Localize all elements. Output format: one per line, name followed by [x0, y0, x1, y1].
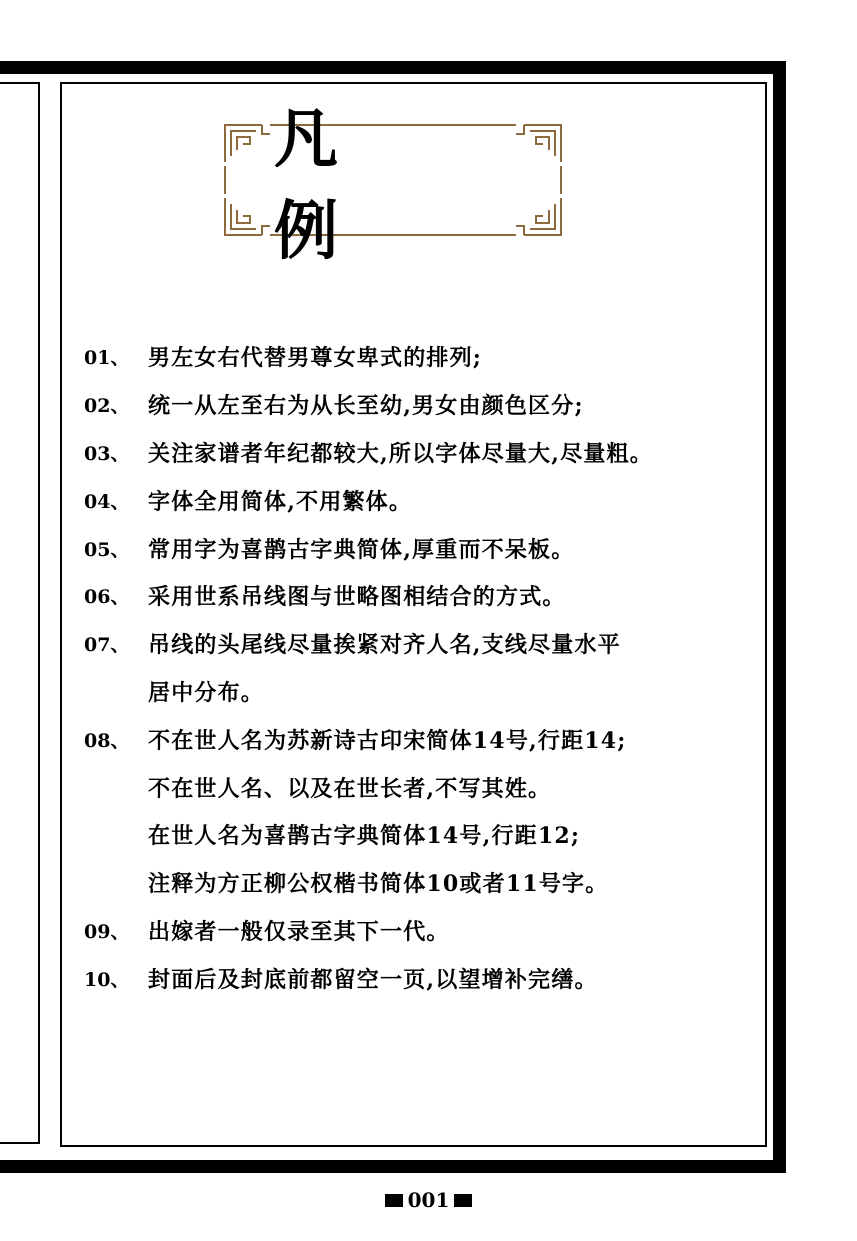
page-number: 001 [407, 1188, 450, 1212]
item-text: 不在世人名为苏新诗古印宋简体14号,行距14; [148, 727, 627, 754]
item-text: 注释为方正柳公权楷书简体10或者11号字。 [148, 871, 609, 898]
list-item [84, 572, 764, 620]
item-number: 05、 [84, 538, 130, 561]
item-text: 封面后及封底前都留空一页,以望增补完缮。 [148, 966, 598, 993]
list-item [84, 954, 764, 1002]
item-text: 在世人名为喜鹊古字典简体14号,行距12; [148, 823, 581, 850]
item-text: 统一从左至右为从长至幼,男女由颜色区分; [148, 393, 584, 420]
outer-frame-right [773, 61, 786, 1173]
item-text: 字体全用简体,不用繁体。 [148, 488, 413, 515]
list-item [84, 429, 764, 477]
left-panel-border [0, 82, 40, 1144]
item-number: 06、 [84, 586, 130, 609]
footer-square-left-icon [385, 1194, 403, 1207]
list-item-continuation [84, 859, 764, 907]
outer-frame-bottom [0, 1160, 786, 1173]
item-text: 吊线的头尾线尽量挨紧对齐人名,支线尽量水平 [148, 632, 621, 659]
item-text: 采用世系吊线图与世略图相结合的方式。 [148, 584, 566, 611]
outer-frame-top [0, 61, 786, 74]
list-item [84, 715, 764, 763]
rules-list [84, 333, 764, 1002]
title-cartouche [222, 102, 564, 269]
list-item [84, 476, 764, 524]
page-title: 凡 例 [274, 102, 390, 269]
list-item [84, 524, 764, 572]
item-text: 出嫁者一般仅录至其下一代。 [148, 918, 450, 945]
item-number: 07、 [84, 634, 130, 657]
item-number: 03、 [84, 442, 130, 465]
item-number: 08、 [84, 729, 130, 752]
item-number: 10、 [84, 968, 130, 991]
item-text: 男左女右代替男尊女卑式的排列; [148, 345, 483, 372]
list-item-continuation [84, 763, 764, 811]
item-text: 关注家谱者年纪都较大,所以字体尽量大,尽量粗。 [148, 440, 653, 467]
item-number: 04、 [84, 490, 130, 513]
list-item-continuation [84, 668, 764, 716]
item-number: 02、 [84, 395, 130, 418]
list-item-continuation [84, 811, 764, 859]
list-item [84, 620, 764, 668]
item-text: 常用字为喜鹊古字典简体,厚重而不呆板。 [148, 536, 575, 563]
list-item [84, 907, 764, 955]
page-footer [0, 1185, 857, 1215]
item-text: 不在世人名、以及在世长者,不写其姓。 [148, 775, 552, 802]
item-text: 居中分布。 [148, 679, 265, 706]
item-number: 09、 [84, 920, 130, 943]
item-number: 01、 [84, 347, 130, 370]
list-item [84, 333, 764, 381]
list-item [84, 381, 764, 429]
footer-square-right-icon [454, 1194, 472, 1207]
